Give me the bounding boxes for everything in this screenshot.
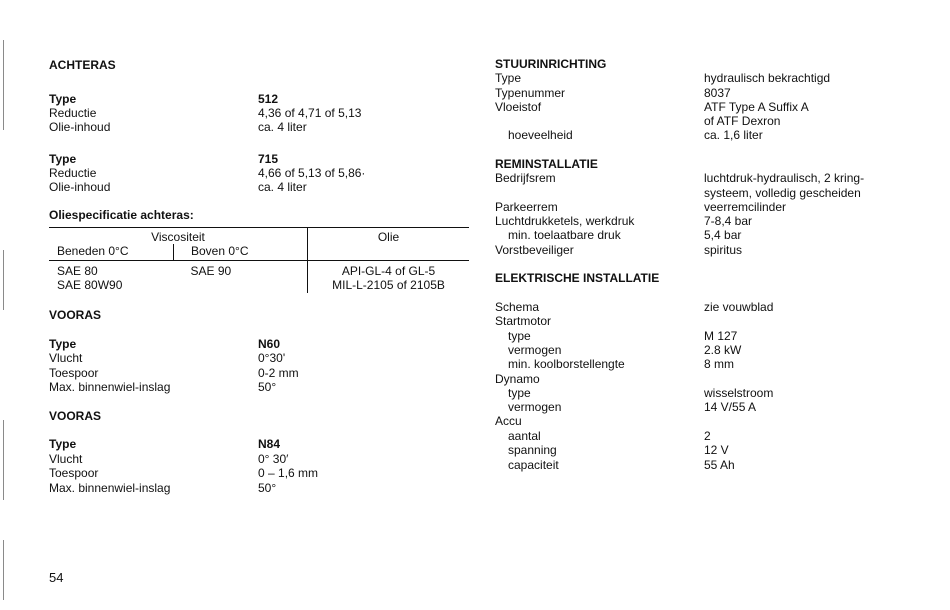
el-dy-type-value: wisselstroom [704, 386, 774, 400]
vooras1-toespoor-value: 0-2 mm [258, 366, 299, 380]
vooras2-type-label: Type [49, 437, 77, 451]
stuur-type-label: Type [495, 71, 522, 85]
section-title-stuurinrichting: STUURINRICHTING [495, 57, 607, 71]
vooras1-inslag-label: Max. binnenwiel-inslag [49, 380, 171, 394]
el-startmotor-label: Startmotor [495, 314, 552, 328]
el-ac-aantal-label: aantal [508, 429, 541, 443]
vooras1-type-label: Type [49, 337, 77, 351]
stuur-hoeveelheid-label: hoeveelheid [508, 128, 573, 142]
achteras2-olie-value: ca. 4 liter [258, 180, 307, 194]
oil-spec-table [49, 227, 469, 293]
achteras-olie-label: Olie-inhoud [49, 120, 111, 134]
el-ac-aantal-value: 2 [704, 429, 711, 443]
table-header-row [49, 228, 469, 245]
rem-vorst-label: Vorstbeveiliger [495, 243, 574, 257]
el-sm-koolborstel-value: 8 mm [704, 357, 734, 371]
stuur-vloeistof-value-2: of ATF Dexron [704, 114, 781, 128]
section-title-reminstallatie: REMINSTALLATIE [495, 157, 598, 171]
achteras-olie-value: ca. 4 liter [258, 120, 307, 134]
cell-boven [174, 278, 308, 293]
vooras2-vlucht-value: 0° 30′ [258, 452, 289, 466]
rem-bedrijfsrem-label: Bedrijfsrem [495, 171, 556, 185]
rem-bedrijfsrem-value-2: systeem, volledig gescheiden [704, 186, 861, 200]
rem-toelaatbaar-value: 5,4 bar [704, 228, 742, 242]
table-row [49, 261, 469, 279]
el-ac-capaciteit-label: capaciteit [508, 458, 559, 472]
section-title-vooras-1: VOORAS [49, 308, 102, 322]
el-sm-koolborstel-label: min. koolborstellengte [508, 357, 625, 371]
cell-olie: API-GL-4 of GL-5 [308, 261, 470, 279]
header-viscositeit: Viscositeit [49, 228, 308, 245]
el-dy-vermogen-value: 14 V/55 A [704, 400, 757, 414]
table-row [49, 278, 469, 293]
rem-bedrijfsrem-value-1: luchtdruk-hydraulisch, 2 kring- [704, 171, 865, 185]
achteras-reductie-label: Reductie [49, 106, 97, 120]
oliespec-title: Oliespecificatie achteras: [49, 208, 194, 222]
el-schema-value: zie vouwblad [704, 300, 774, 314]
vooras1-vlucht-value: 0°30' [258, 351, 286, 365]
el-ac-spanning-label: spanning [508, 443, 557, 457]
vooras1-toespoor-label: Toespoor [49, 366, 99, 380]
rem-vorst-value: spiritus [704, 243, 743, 257]
rem-parkeerrem-label: Parkeerrem [495, 200, 558, 214]
section-title-achteras: ACHTERAS [49, 58, 116, 72]
achteras-type-label: Type [49, 92, 77, 106]
el-schema-label: Schema [495, 300, 540, 314]
stuur-type-value: hydraulisch bekrachtigd [704, 71, 831, 85]
el-sm-vermogen-label: vermogen [508, 343, 562, 357]
rem-ketels-label: Luchtdrukketels, werkdruk [495, 214, 635, 228]
el-sm-type-label: type [508, 329, 531, 343]
el-ac-spanning-value: 12 V [704, 443, 729, 457]
cell-olie: MIL-L-2105 of 2105B [332, 278, 445, 292]
vooras2-inslag-value: 50° [258, 481, 277, 495]
stuur-vloeistof-label: Vloeistof [495, 100, 542, 114]
vooras1-vlucht-label: Vlucht [49, 351, 83, 365]
vooras2-toespoor-label: Toespoor [49, 466, 99, 480]
section-title-elektrische-installatie: ELEKTRISCHE INSTALLATIE [495, 271, 660, 285]
rem-toelaatbaar-label: min. toelaatbare druk [508, 228, 621, 242]
stuur-vloeistof-value-1: ATF Type A Suffix A [704, 100, 809, 114]
cell-beneden: SAE 80 [49, 261, 174, 279]
achteras2-reductie-label: Reductie [49, 166, 97, 180]
el-accu-label: Accu [495, 414, 522, 428]
header-beneden: Beneden 0°C [49, 244, 174, 261]
achteras2-reductie-value: 4,66 of 5,13 of 5,86· [258, 166, 366, 180]
stuur-typenummer-label: Typenummer [495, 86, 566, 100]
header-olie: Olie [308, 228, 470, 261]
el-ac-capaciteit-value: 55 Ah [704, 458, 735, 472]
el-sm-vermogen-value: 2.8 kW [704, 343, 742, 357]
achteras2-olie-label: Olie-inhoud [49, 180, 111, 194]
page-binding-edge [0, 0, 8, 610]
vooras2-inslag-label: Max. binnenwiel-inslag [49, 481, 171, 495]
header-boven: Boven 0°C [174, 244, 308, 261]
vooras2-type-value: N84 [258, 437, 281, 451]
el-dy-vermogen-label: vermogen [508, 400, 562, 414]
rem-ketels-value: 7-8,4 bar [704, 214, 753, 228]
achteras-reductie-value: 4,36 of 4,71 of 5,13 [258, 106, 362, 120]
achteras-type-value: 512 [258, 92, 279, 106]
stuur-typenummer-value: 8037 [704, 86, 731, 100]
stuur-hoeveelheid-value: ca. 1,6 liter [704, 128, 763, 142]
section-title-vooras-2: VOORAS [49, 409, 102, 423]
cell-beneden: SAE 80W90 [57, 278, 123, 292]
el-dy-type-label: type [508, 386, 531, 400]
vooras1-type-value: N60 [258, 337, 281, 351]
el-dynamo-label: Dynamo [495, 372, 540, 386]
cell-boven: SAE 90 [174, 261, 308, 279]
rem-parkeerrem-value: veerremcilinder [704, 200, 787, 214]
el-sm-type-value: M 127 [704, 329, 738, 343]
page-number: 54 [49, 570, 64, 585]
achteras2-type-label: Type [49, 152, 77, 166]
vooras2-vlucht-label: Vlucht [49, 452, 83, 466]
achteras2-type-value: 715 [258, 152, 279, 166]
vooras1-inslag-value: 50° [258, 380, 277, 394]
vooras2-toespoor-value: 0 – 1,6 mm [258, 466, 319, 480]
